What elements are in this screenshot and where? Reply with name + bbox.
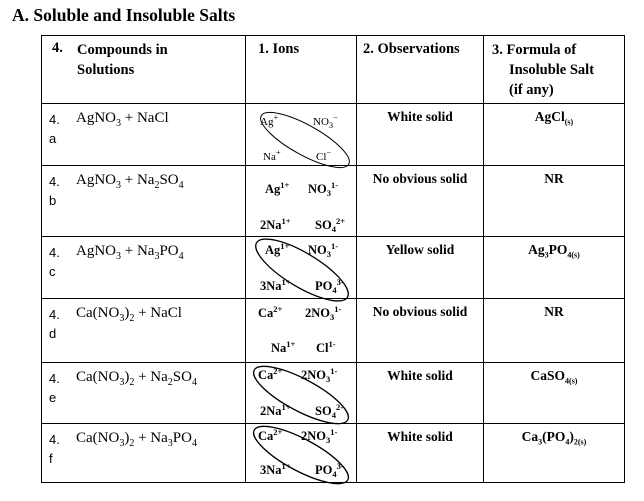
ion-anion: SO — [315, 404, 332, 418]
compounds-cell — [42, 363, 246, 424]
ions-cell — [246, 104, 357, 166]
svg-text:2NO31-: $2NO_3^{1-}$ — [301, 366, 338, 384]
ion-anion: NO — [313, 116, 329, 128]
ions-diagram — [246, 237, 357, 299]
svg-text:Ca2+: $Ca^{2+}$ — [258, 366, 283, 382]
ion-cation: 2Na — [260, 404, 282, 418]
ions-diagram — [246, 363, 357, 424]
ions-cell — [246, 424, 357, 483]
row-number: 4. e — [49, 371, 60, 405]
observation-cell: White solid — [357, 363, 484, 424]
ion-cation: Ag — [265, 243, 281, 257]
ion-anion: SO — [315, 218, 332, 232]
svg-text:Ag1+: $Ag^{1+}$ — [265, 180, 290, 196]
svg-text:Cl−: Cl− — [316, 147, 332, 163]
table-row — [42, 363, 625, 424]
ions-cell — [246, 363, 357, 424]
ion-anion: 2NO — [305, 306, 330, 320]
ion-cation: 3Na — [260, 463, 282, 477]
ions-diagram — [246, 166, 357, 237]
formula-cell: $Ca_3(PO_4)_{2(s)}$ — [484, 424, 625, 483]
compounds-cell — [42, 166, 246, 237]
ion-cation: Na — [263, 151, 276, 163]
ion-cation: Ca — [258, 368, 274, 382]
compounds-cell — [42, 424, 246, 483]
header-formula-line3: (if any) — [509, 82, 554, 98]
compounds-equation: $Ca(NO_3)_2$ + NaCl — [76, 305, 182, 324]
ion-cation: Ca — [258, 306, 274, 320]
table-row — [42, 104, 625, 166]
header-compounds-number: 4. — [52, 40, 63, 56]
svg-text:2NO31-: $2NO_3^{1-}$ — [301, 427, 338, 445]
compounds-cell — [42, 237, 246, 299]
formula-cell: AgCl$_{(s)}$ — [484, 104, 625, 166]
formula-cell: $Ag_3PO_{4(s)}$ — [484, 237, 625, 299]
svg-text:Ag1+: $Ag^{1+}$ — [265, 241, 290, 257]
observation-cell: White solid — [357, 424, 484, 483]
svg-text:PO43-: $PO_4^{3-}$ — [315, 461, 344, 479]
ion-cation: Ag — [260, 116, 274, 128]
svg-text:Cl1-: $Cl^{1-}$ — [316, 339, 336, 355]
compounds-equation: $Ca(NO_3)_2 + Na_3PO_4$ — [76, 430, 197, 449]
header-ions: 1. Ions — [246, 36, 357, 104]
ion-pair-circle — [247, 416, 356, 494]
svg-text:NO31-: $NO_3^{1-}$ — [308, 241, 339, 259]
ion-anion: PO — [315, 463, 333, 477]
formula-cell: NR — [484, 299, 625, 363]
observation-cell: Yellow solid — [357, 237, 484, 299]
formula-cell: CaSO$_{4(s)}$ — [484, 363, 625, 424]
observation-cell: No obvious solid — [357, 299, 484, 363]
svg-text:Ag+: Ag+ — [260, 112, 279, 128]
ions-diagram — [246, 104, 357, 166]
header-compounds — [42, 36, 246, 104]
ion-cation: Ca — [258, 429, 274, 443]
row-number: 4. a — [49, 112, 60, 146]
ion-cation: 2Na — [260, 218, 282, 232]
compounds-equation: AgNO$_3$ + $Na_3PO_4$ — [76, 243, 184, 262]
compounds-equation: $Ca(NO_3)_2 + Na_2SO_4$ — [76, 369, 197, 388]
header-formula — [484, 36, 625, 104]
svg-text:SO42-: $SO_4^{2-}$ — [315, 402, 344, 420]
header-formula-line2: Insoluble Salt — [509, 62, 595, 78]
svg-text:3Na1+: $3Na^{1+}$ — [260, 461, 291, 477]
table-row — [42, 299, 625, 363]
compounds-equation: AgNO$_3$ + $Na_2SO_4$ — [76, 172, 184, 191]
svg-text:Na+: Na+ — [263, 147, 281, 163]
svg-text:Na1+: $Na^{1+}$ — [271, 339, 296, 355]
ions-diagram — [246, 299, 357, 363]
ion-anion: 2NO — [301, 368, 326, 382]
svg-text:NO3−: $NO_3^-$ — [313, 112, 338, 130]
row-number: 4. b — [49, 174, 60, 208]
ions-cell — [246, 299, 357, 363]
ions-diagram — [246, 424, 357, 483]
ion-anion: PO — [315, 279, 333, 293]
header-compounds-line1: Compounds in — [77, 42, 168, 58]
table-row — [42, 237, 625, 299]
observation-cell: No obvious solid — [357, 166, 484, 237]
header-observations: 2. Observations — [357, 36, 484, 104]
svg-text:PO43-: $PO_4^{3-}$ — [315, 277, 344, 295]
observation-cell: White solid — [357, 104, 484, 166]
svg-text:Ca2+: $Ca^{2+}$ — [258, 427, 283, 443]
row-number: 4. c — [49, 245, 60, 279]
compounds-cell — [42, 299, 246, 363]
row-number: 4. d — [49, 307, 60, 341]
header-compounds-line2: Solutions — [77, 62, 135, 78]
ion-anion: 2NO — [301, 429, 326, 443]
svg-text:2Na1+: $2Na^{1+}$ — [260, 216, 291, 232]
svg-text:SO42+: $SO_4^{2+}$ — [315, 216, 346, 234]
ions-cell — [246, 166, 357, 237]
ion-anion: NO — [308, 243, 327, 257]
ion-anion: Cl — [316, 151, 327, 163]
svg-text:2Na1+: $2Na^{1+}$ — [260, 402, 291, 418]
ion-cation: 3Na — [260, 279, 282, 293]
svg-text:Ca2+: $Ca^{2+}$ — [258, 304, 283, 320]
ion-anion: NO — [308, 182, 327, 196]
svg-text:2NO31-: $2NO_3^{1-}$ — [305, 304, 342, 322]
table-row — [42, 166, 625, 237]
section-heading: A. Soluble and Insoluble Salts — [12, 5, 236, 25]
row-number: 4. f — [49, 432, 60, 466]
header-formula-line1: 3. Formula of — [492, 42, 577, 58]
ions-cell — [246, 237, 357, 299]
table-row — [42, 424, 625, 483]
ion-cation: Na — [271, 341, 287, 355]
compounds-equation: AgNO$_3$ + NaCl — [76, 110, 169, 129]
formula-cell: NR — [484, 166, 625, 237]
ion-anion: Cl — [316, 341, 329, 355]
salts-table — [41, 35, 625, 483]
svg-text:NO31-: $NO_3^{1-}$ — [308, 180, 339, 198]
ion-cation: Ag — [265, 182, 281, 196]
svg-text:3Na1+: $3Na^{1+}$ — [260, 277, 291, 293]
compounds-cell — [42, 104, 246, 166]
header-row — [42, 36, 625, 104]
